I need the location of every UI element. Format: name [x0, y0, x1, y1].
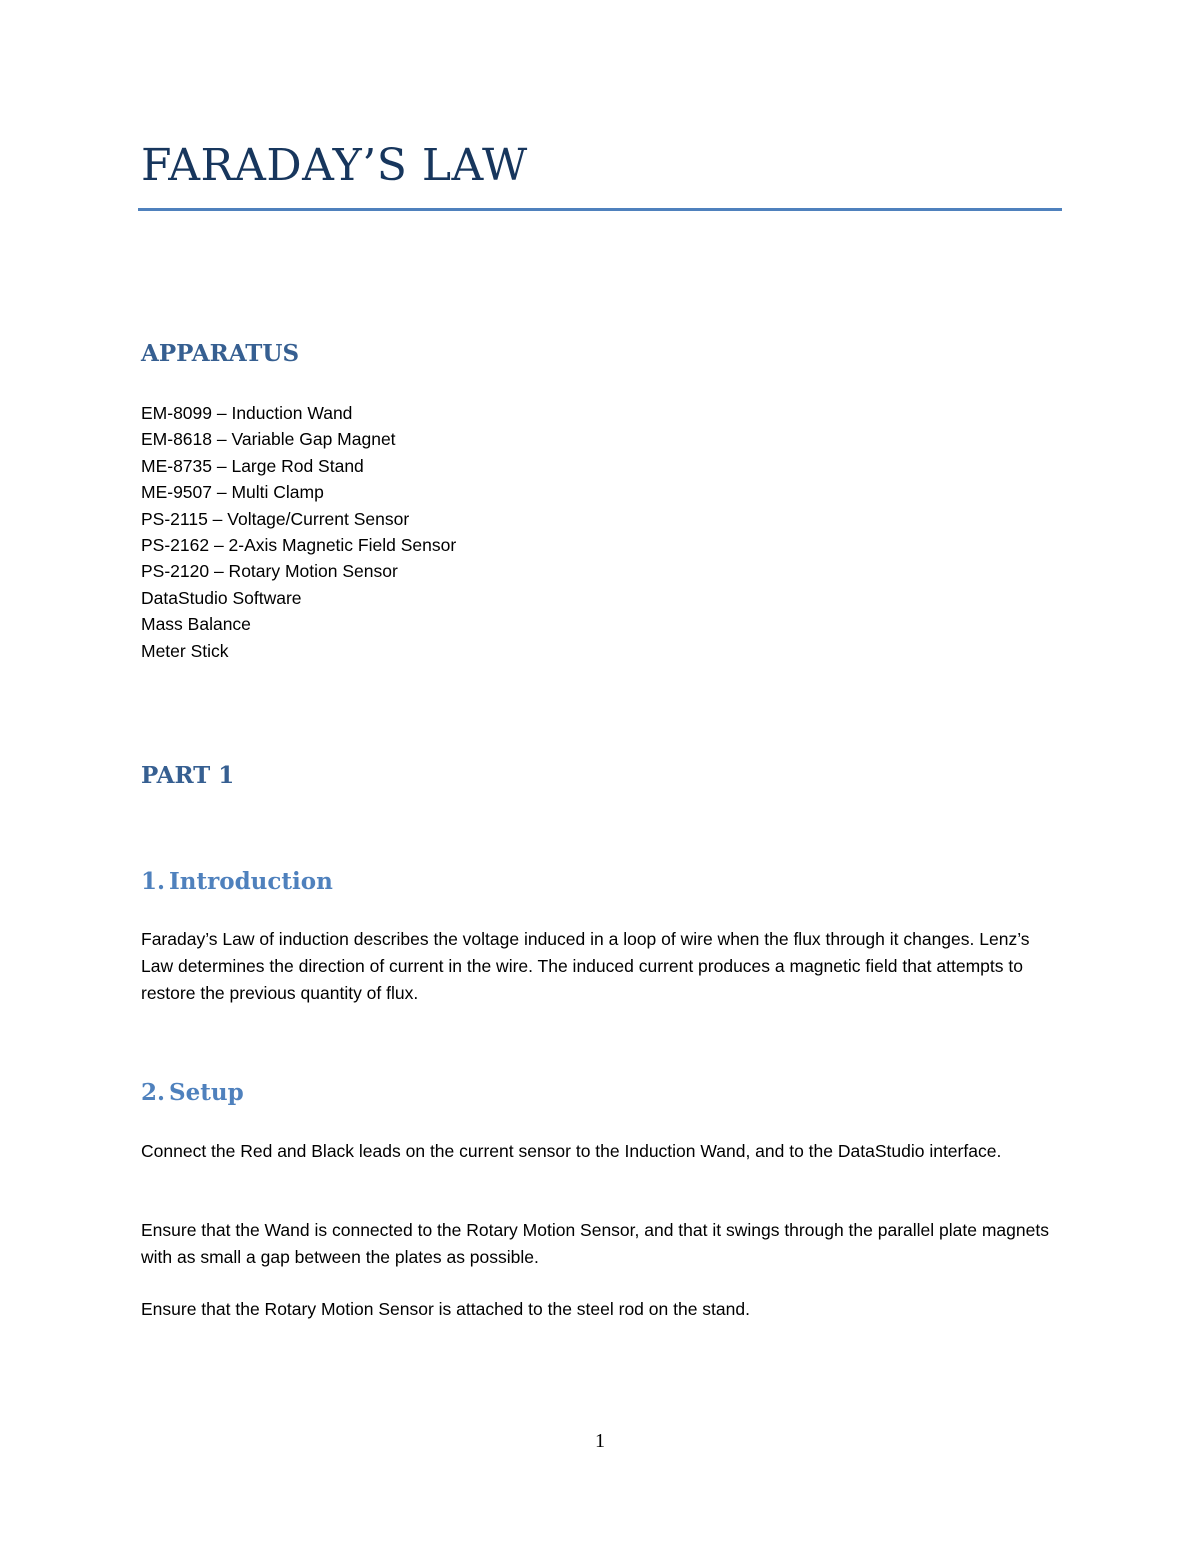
- setup-paragraph: Ensure that the Wand is connected to the Rotary Motion Sensor, and that it swings through the parallel plate magnets with as small a gap between the plates as possible.: [141, 1220, 1049, 1267]
- section-number: 1.: [141, 868, 166, 895]
- list-item: EM-8099 – Induction Wand: [141, 403, 353, 423]
- list-item: PS-2115 – Voltage/Current Sensor: [141, 508, 410, 529]
- section-title: Introduction: [169, 868, 333, 895]
- introduction-heading: [141, 868, 333, 895]
- list-item: Mass Balance: [141, 614, 251, 635]
- setup-heading: [141, 1079, 244, 1106]
- document-title: FARADAY’S LAW: [141, 140, 528, 191]
- section-title: Setup: [169, 1079, 244, 1106]
- list-item: ME-9507 – Multi Clamp: [141, 482, 324, 503]
- list-item: EM-8618 – Variable Gap Magnet: [141, 429, 396, 450]
- apparatus-heading: APPARATUS: [141, 340, 300, 367]
- list-item: PS-2120 – Rotary Motion Sensor: [141, 561, 398, 582]
- section-number: 2.: [141, 1079, 166, 1106]
- setup-paragraph: Ensure that the Rotary Motion Sensor is attached to the steel rod on the stand.: [141, 1299, 750, 1319]
- list-item: ME-8735 – Large Rod Stand: [141, 455, 364, 476]
- title-underline: [138, 208, 1062, 211]
- list-item: DataStudio Software: [141, 587, 302, 608]
- page-number: 1: [595, 1430, 605, 1452]
- introduction-paragraph: Faraday’s Law of induction describes the voltage induced in a loop of wire when the flux through it changes. Lenz’s Law determines the direction of current in the wire. The induced current produces a magnetic field that attempts to restore the previous quantity of flux.: [141, 929, 1030, 1003]
- apparatus-list: [141, 400, 456, 664]
- list-item: Meter Stick: [141, 640, 229, 661]
- list-item: PS-2162 – 2-Axis Magnetic Field Sensor: [141, 535, 457, 556]
- part-1-heading: PART 1: [141, 762, 235, 789]
- setup-paragraph: Connect the Red and Black leads on the current sensor to the Induction Wand, and to the DataStudio interface.: [141, 1141, 1002, 1161]
